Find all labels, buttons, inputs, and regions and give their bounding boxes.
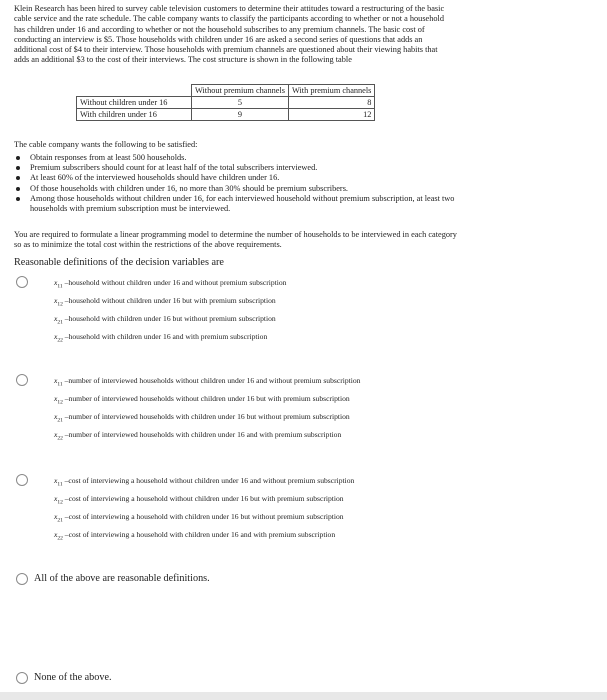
bottom-scroll-bar <box>0 692 607 700</box>
cost-table-corner <box>77 85 192 97</box>
option-a-definitions <box>54 276 286 348</box>
task-description: You are required to formulate a linear programming model to determine the number of households to be interviewed in each category so as to minimize the total cost within the restrictions of the above requirements. <box>14 230 457 250</box>
option-b-line: $x_{22}$ –number of interviewed households with children under 16 and with premium subscription <box>54 430 342 442</box>
option-b-line: $x_{21}$ –number of interviewed households with children under 16 but without premium subscription <box>54 412 350 424</box>
requirement-item: Premium subscribers should count for at least half of the total subscribers interviewed. <box>14 163 466 173</box>
requirements-title: The cable company wants the following to be satisfied: <box>14 140 198 149</box>
requirement-item: At least 60% of the interviewed households should have children under 16. <box>14 173 466 183</box>
requirement-item: Among those households without children under 16, for each interviewed household without premium subscription, at least two households with premium subscription must be interviewed. <box>14 194 466 214</box>
cost-table-cell: 5 <box>192 97 289 109</box>
option-b-radio[interactable] <box>16 374 28 386</box>
cost-table-row <box>77 97 375 109</box>
option-all-label: All of the above are reasonable definitions. <box>34 573 210 584</box>
option-b-line: $x_{11}$ –number of interviewed households without children under 16 and without premium subscription <box>54 376 361 388</box>
cost-table-header-row <box>77 85 375 97</box>
question-prompt: Reasonable definitions of the decision variables are <box>14 257 224 268</box>
cost-table-cell: 12 <box>289 109 375 121</box>
option-a-line: $x_{22}$ –household with children under 16 and with premium subscription <box>54 332 268 344</box>
option-a-line: $x_{21}$ –household with children under 16 but without premium subscription <box>54 314 276 326</box>
cost-table-cell: 9 <box>192 109 289 121</box>
cost-table <box>76 84 375 121</box>
option-c-definitions <box>54 474 354 546</box>
option-a-line: $x_{12}$ –household without children under 16 but with premium subscription <box>54 296 276 308</box>
requirement-item: Of those households with children under 16, no more than 30% should be premium subscribers. <box>14 184 466 194</box>
option-all-radio[interactable] <box>16 573 28 585</box>
cost-table-row <box>77 109 375 121</box>
option-c-line: $x_{12}$ –cost of interviewing a household without children under 16 but with premium subscription <box>54 494 344 506</box>
cost-table-header-without-premium: Without premium channels <box>192 85 289 97</box>
option-c-line: $x_{11}$ –cost of interviewing a household without children under 16 and without premium subscription <box>54 476 355 488</box>
requirements-list <box>14 153 466 214</box>
cost-table-row-label: Without children under 16 <box>77 97 192 109</box>
problem-intro: Klein Research has been hired to survey cable television customers to determine their attitudes toward a restructuring of the basic cable service and the rate schedule. The cable company wants to classify the participants according to whether or not a household has children under 16 and according to whether or not the household subscribes to any premium channels. The basic cost of conducting an interview is $5. Those households with children under 16 are asked a second series of questions that adds an additional cost of $4 to their interview. Those households with premium channels are questioned about their viewing habits that adds an additional $3 to the cost of their interviews. The cost structure is shown in the following table <box>14 4 445 65</box>
option-a-line: $x_{11}$ –household without children under 16 and without premium subscription <box>54 278 287 290</box>
cost-table-row-label: With children under 16 <box>77 109 192 121</box>
option-none-radio[interactable] <box>16 672 28 684</box>
option-c-line: $x_{22}$ –cost of interviewing a household with children under 16 and with premium subscription <box>54 530 336 542</box>
requirement-item: Obtain responses from at least 500 households. <box>14 153 466 163</box>
option-b-definitions <box>54 374 360 446</box>
option-b-line: $x_{12}$ –number of interviewed households without children under 16 but with premium subscription <box>54 394 350 406</box>
option-c-line: $x_{21}$ –cost of interviewing a household with children under 16 but without premium subscription <box>54 512 344 524</box>
option-a-radio[interactable] <box>16 276 28 288</box>
option-none-label: None of the above. <box>34 672 112 683</box>
cost-table-header-with-premium: With premium channels <box>289 85 375 97</box>
cost-table-cell: 8 <box>289 97 375 109</box>
option-c-radio[interactable] <box>16 474 28 486</box>
